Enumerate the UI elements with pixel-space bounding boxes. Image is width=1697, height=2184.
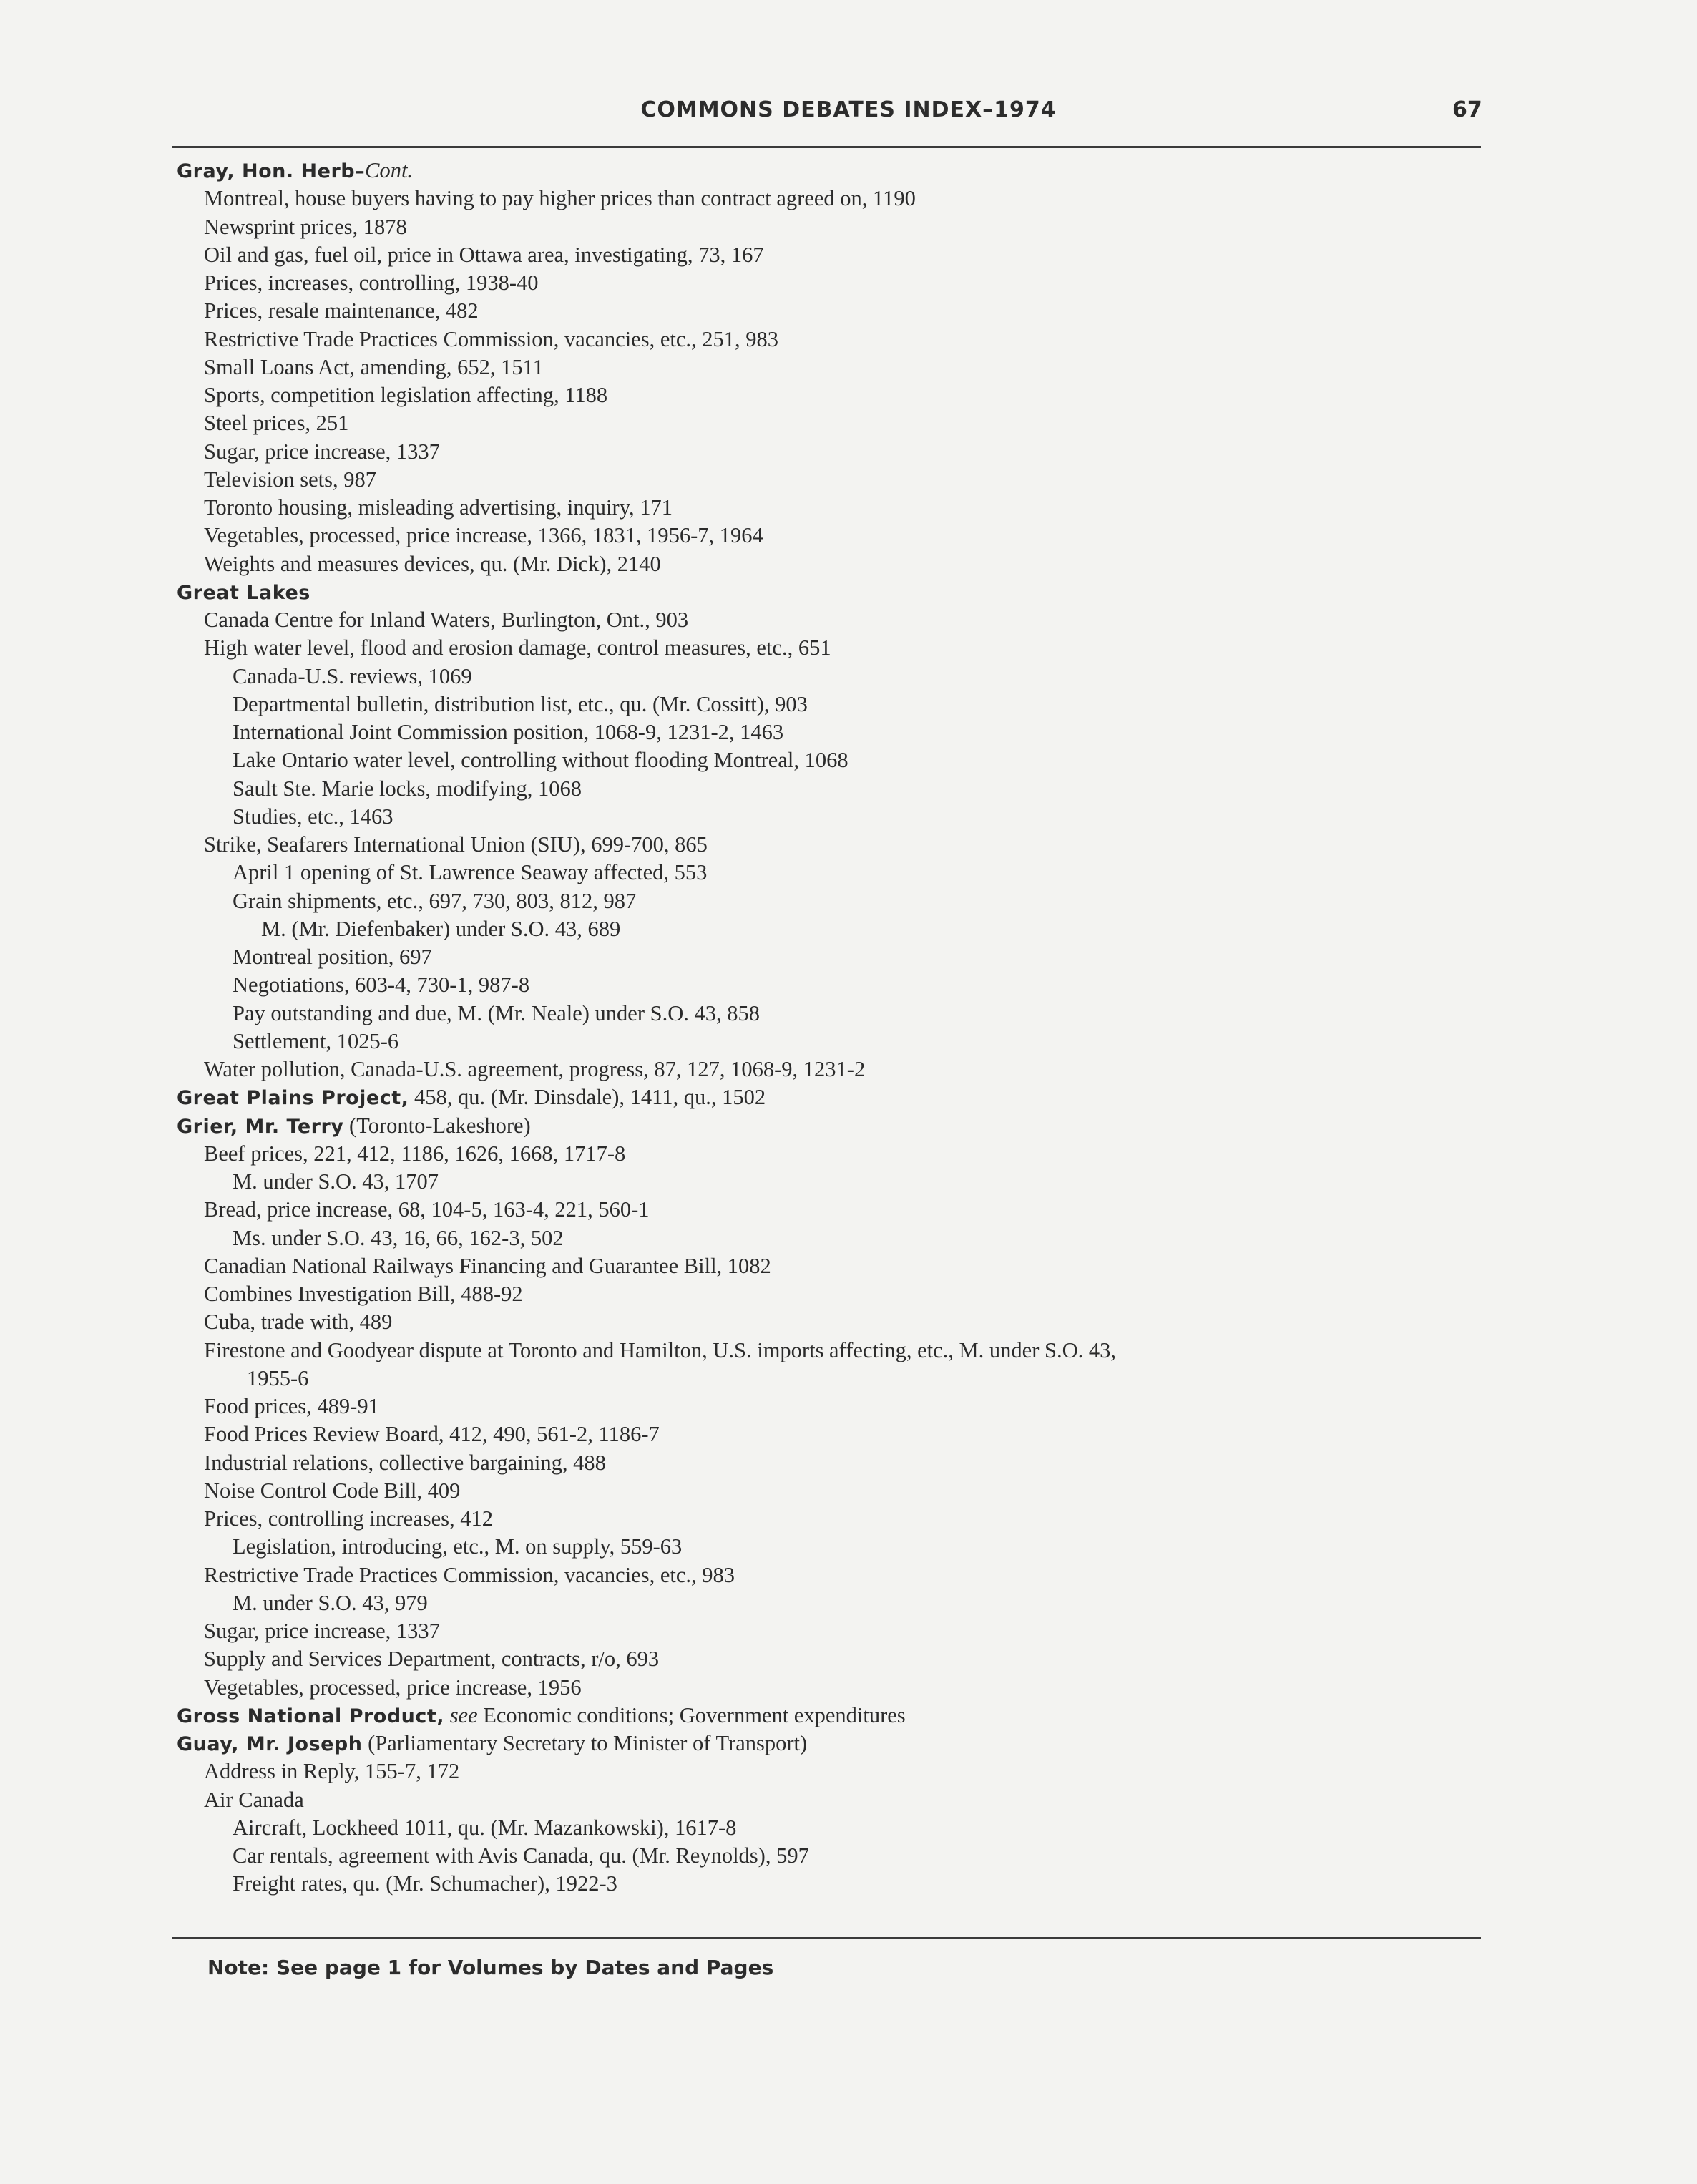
entry-text: Economic conditions; Government expenditures	[477, 1702, 906, 1727]
index-subentry	[177, 409, 1479, 437]
index-subentry	[177, 859, 1479, 887]
entry-text: Sugar, price increase, 1337	[204, 439, 440, 464]
entry-text: Lake Ontario water level, controlling without flooding Montreal, 1068	[233, 748, 849, 773]
index-subentry	[177, 381, 1479, 409]
index-subentry	[177, 1337, 1479, 1365]
header-divider	[172, 146, 1481, 148]
entry-text: International Joint Commission position, 1068-9, 1231-2, 1463	[233, 720, 784, 744]
entry-text: Industrial relations, collective bargaining, 488	[204, 1450, 606, 1475]
entry-text: Legislation, introducing, etc., M. on supply, 559-63	[233, 1534, 683, 1559]
entry-text: Freight rates, qu. (Mr. Schumacher), 1922-3	[233, 1871, 617, 1896]
entry-text: Sault Ste. Marie locks, modifying, 1068	[233, 776, 582, 801]
index-subentry	[177, 213, 1479, 241]
entry-text: Prices, increases, controlling, 1938-40	[204, 270, 539, 295]
index-subentry	[177, 634, 1479, 662]
entry-text: Supply and Services Department, contracts, r/o, 693	[204, 1647, 660, 1672]
index-subentry	[177, 1000, 1479, 1028]
index-subentry	[177, 354, 1479, 381]
entry-text: Combines Investigation Bill, 488-92	[204, 1282, 523, 1306]
index-entry-list	[177, 157, 1479, 1898]
entry-text: Settlement, 1025-6	[233, 1028, 399, 1053]
entry-text: 458, qu. (Mr. Dinsdale), 1411, qu., 1502	[409, 1085, 766, 1110]
entry-text: High water level, flood and erosion damage, control measures, etc., 651	[204, 635, 831, 660]
index-subentry	[177, 269, 1479, 297]
entry-text: M. under S.O. 43, 979	[233, 1590, 428, 1615]
index-subentry	[177, 1140, 1479, 1168]
index-subentry	[177, 775, 1479, 803]
index-subentry	[177, 550, 1479, 578]
index-subentry	[177, 1505, 1479, 1533]
index-subentry	[177, 663, 1479, 691]
index-subentry	[177, 1196, 1479, 1224]
entry-text: Vegetables, processed, price increase, 1366, 1831, 1956-7, 1964	[204, 523, 763, 548]
index-heading-entry	[177, 578, 1479, 606]
entry-text: Canada Centre for Inland Waters, Burlington, Ont., 903	[204, 608, 689, 632]
entry-text: Restrictive Trade Practices Commission, vacancies, etc., 983	[204, 1562, 735, 1587]
index-subentry	[177, 1561, 1479, 1589]
entry-text: Beef prices, 221, 412, 1186, 1626, 1668, 1717-8	[204, 1141, 626, 1166]
entry-italic-text: Cont.	[365, 158, 414, 182]
entry-text: Food Prices Review Board, 412, 490, 561-2, 1186-7	[204, 1422, 660, 1447]
entry-text: Sugar, price increase, 1337	[204, 1619, 440, 1643]
entry-text: M. (Mr. Diefenbaker) under S.O. 43, 689	[261, 916, 621, 941]
index-heading-entry	[177, 157, 1479, 185]
index-subentry	[177, 1814, 1479, 1842]
index-subentry	[177, 1168, 1479, 1196]
entry-text: Newsprint prices, 1878	[204, 214, 407, 239]
index-subentry	[177, 803, 1479, 831]
entry-text: Weights and measures devices, qu. (Mr. Dick), 2140	[204, 551, 661, 576]
index-subentry	[177, 1308, 1479, 1336]
page-number: 67	[1452, 97, 1482, 122]
index-subentry	[177, 606, 1479, 634]
index-subentry	[177, 438, 1479, 466]
entry-text: Aircraft, Lockheed 1011, qu. (Mr. Mazankowski), 1617-8	[233, 1815, 737, 1840]
index-subentry	[177, 691, 1479, 718]
entry-text: Food prices, 489-91	[204, 1394, 379, 1418]
index-subentry	[177, 1056, 1479, 1083]
entry-text: Pay outstanding and due, M. (Mr. Neale) under S.O. 43, 858	[233, 1000, 760, 1025]
entry-text: Negotiations, 603-4, 730-1, 987-8	[233, 972, 530, 998]
entry-text: Ms. under S.O. 43, 16, 66, 162-3, 502	[233, 1225, 564, 1250]
index-subentry	[177, 971, 1479, 999]
index-subentry	[177, 1365, 1479, 1393]
entry-text: (Parliamentary Secretary to Minister of Transport)	[362, 1731, 808, 1755]
entry-text: Restrictive Trade Practices Commission, vacancies, etc., 251, 983	[204, 326, 779, 351]
index-subentry	[177, 494, 1479, 522]
entry-text: M. under S.O. 43, 1707	[233, 1169, 439, 1194]
entry-text: 1955-6	[247, 1365, 309, 1390]
index-subentry	[177, 1870, 1479, 1898]
entry-heading: Great Lakes	[177, 581, 310, 604]
entry-text: Air Canada	[204, 1787, 304, 1812]
index-subentry	[177, 1393, 1479, 1420]
entry-text: Canadian National Railways Financing and Guarantee Bill, 1082	[204, 1253, 771, 1278]
entry-text: Studies, etc., 1463	[233, 804, 393, 829]
index-subentry	[177, 1674, 1479, 1702]
entry-heading: Gray, Hon. Herb–	[177, 160, 366, 182]
index-subentry	[177, 326, 1479, 354]
index-subentry	[177, 746, 1479, 774]
index-subentry	[177, 1645, 1479, 1673]
entry-text: Small Loans Act, amending, 652, 1511	[204, 354, 544, 379]
index-subentry	[177, 522, 1479, 550]
page-title: COMMONS DEBATES INDEX–1974	[640, 97, 1057, 122]
index-subentry	[177, 185, 1479, 213]
entry-text: Departmental bulletin, distribution list, etc., qu. (Mr. Cossitt), 903	[233, 691, 808, 716]
index-heading-entry	[177, 1083, 1479, 1111]
index-subentry	[177, 1758, 1479, 1785]
entry-heading: Gross National Product,	[177, 1705, 445, 1727]
entry-text: Water pollution, Canada-U.S. agreement, progress, 87, 127, 1068-9, 1231-2	[204, 1057, 866, 1081]
index-subentry	[177, 1028, 1479, 1056]
entry-heading: Great Plains Project,	[177, 1087, 409, 1110]
entry-text: Grain shipments, etc., 697, 730, 803, 812, 987	[233, 888, 637, 913]
entry-text: Car rentals, agreement with Avis Canada, qu. (Mr. Reynolds), 597	[233, 1843, 809, 1868]
entry-text: April 1 opening of St. Lawrence Seaway affected, 553	[233, 860, 708, 885]
index-subentry	[177, 1280, 1479, 1308]
entry-heading: Guay, Mr. Joseph	[177, 1733, 363, 1755]
entry-text: Montreal position, 697	[233, 945, 432, 969]
index-subentry	[177, 1842, 1479, 1870]
entry-text: Prices, resale maintenance, 482	[204, 298, 479, 323]
entry-text: Cuba, trade with, 489	[204, 1310, 393, 1335]
index-subentry	[177, 831, 1479, 859]
footer-divider	[172, 1937, 1481, 1939]
index-subentry	[177, 943, 1479, 971]
entry-italic-text: see	[444, 1702, 478, 1727]
index-subentry	[177, 1617, 1479, 1645]
entry-text: Sports, competition legislation affecting, 1188	[204, 383, 608, 407]
index-heading-entry	[177, 1730, 1479, 1758]
footer-note: Note: See page 1 for Volumes by Dates and Pages	[207, 1956, 774, 1979]
entry-text: Firestone and Goodyear dispute at Toronto and Hamilton, U.S. imports affecting, etc., M. under S.O. 43,	[204, 1337, 1116, 1362]
entry-text: Montreal, house buyers having to pay higher prices than contract agreed on, 1190	[204, 186, 916, 211]
index-subentry	[177, 297, 1479, 325]
index-subentry	[177, 1477, 1479, 1505]
index-subentry	[177, 1589, 1479, 1617]
entry-text: Address in Reply, 155-7, 172	[204, 1759, 460, 1784]
index-heading-entry	[177, 1702, 1479, 1730]
entry-text: Steel prices, 251	[204, 411, 349, 436]
entry-text: Noise Control Code Bill, 409	[204, 1478, 461, 1503]
index-subentry	[177, 1533, 1479, 1561]
entry-text: Prices, controlling increases, 412	[204, 1506, 494, 1531]
entry-text: Canada-U.S. reviews, 1069	[233, 663, 472, 688]
entry-text: (Toronto-Lakeshore)	[343, 1113, 531, 1138]
entry-text: Vegetables, processed, price increase, 1956	[204, 1674, 582, 1700]
index-subentry	[177, 1449, 1479, 1477]
entry-text: Toronto housing, misleading advertising, inquiry, 171	[204, 495, 673, 520]
index-subentry	[177, 915, 1479, 943]
entry-text: Bread, price increase, 68, 104-5, 163-4, 221, 560-1	[204, 1197, 650, 1222]
index-heading-entry	[177, 1112, 1479, 1140]
index-subentry	[177, 887, 1479, 915]
index-subentry	[177, 241, 1479, 269]
entry-text: Television sets, 987	[204, 467, 376, 492]
index-subentry	[177, 1252, 1479, 1280]
index-subentry	[177, 718, 1479, 746]
index-subentry	[177, 466, 1479, 494]
index-subentry	[177, 1420, 1479, 1448]
entry-heading: Grier, Mr. Terry	[177, 1115, 344, 1138]
index-subentry	[177, 1786, 1479, 1814]
entry-text: Strike, Seafarers International Union (SIU), 699-700, 865	[204, 832, 708, 857]
index-subentry	[177, 1224, 1479, 1252]
entry-text: Oil and gas, fuel oil, price in Ottawa area, investigating, 73, 167	[204, 242, 764, 267]
